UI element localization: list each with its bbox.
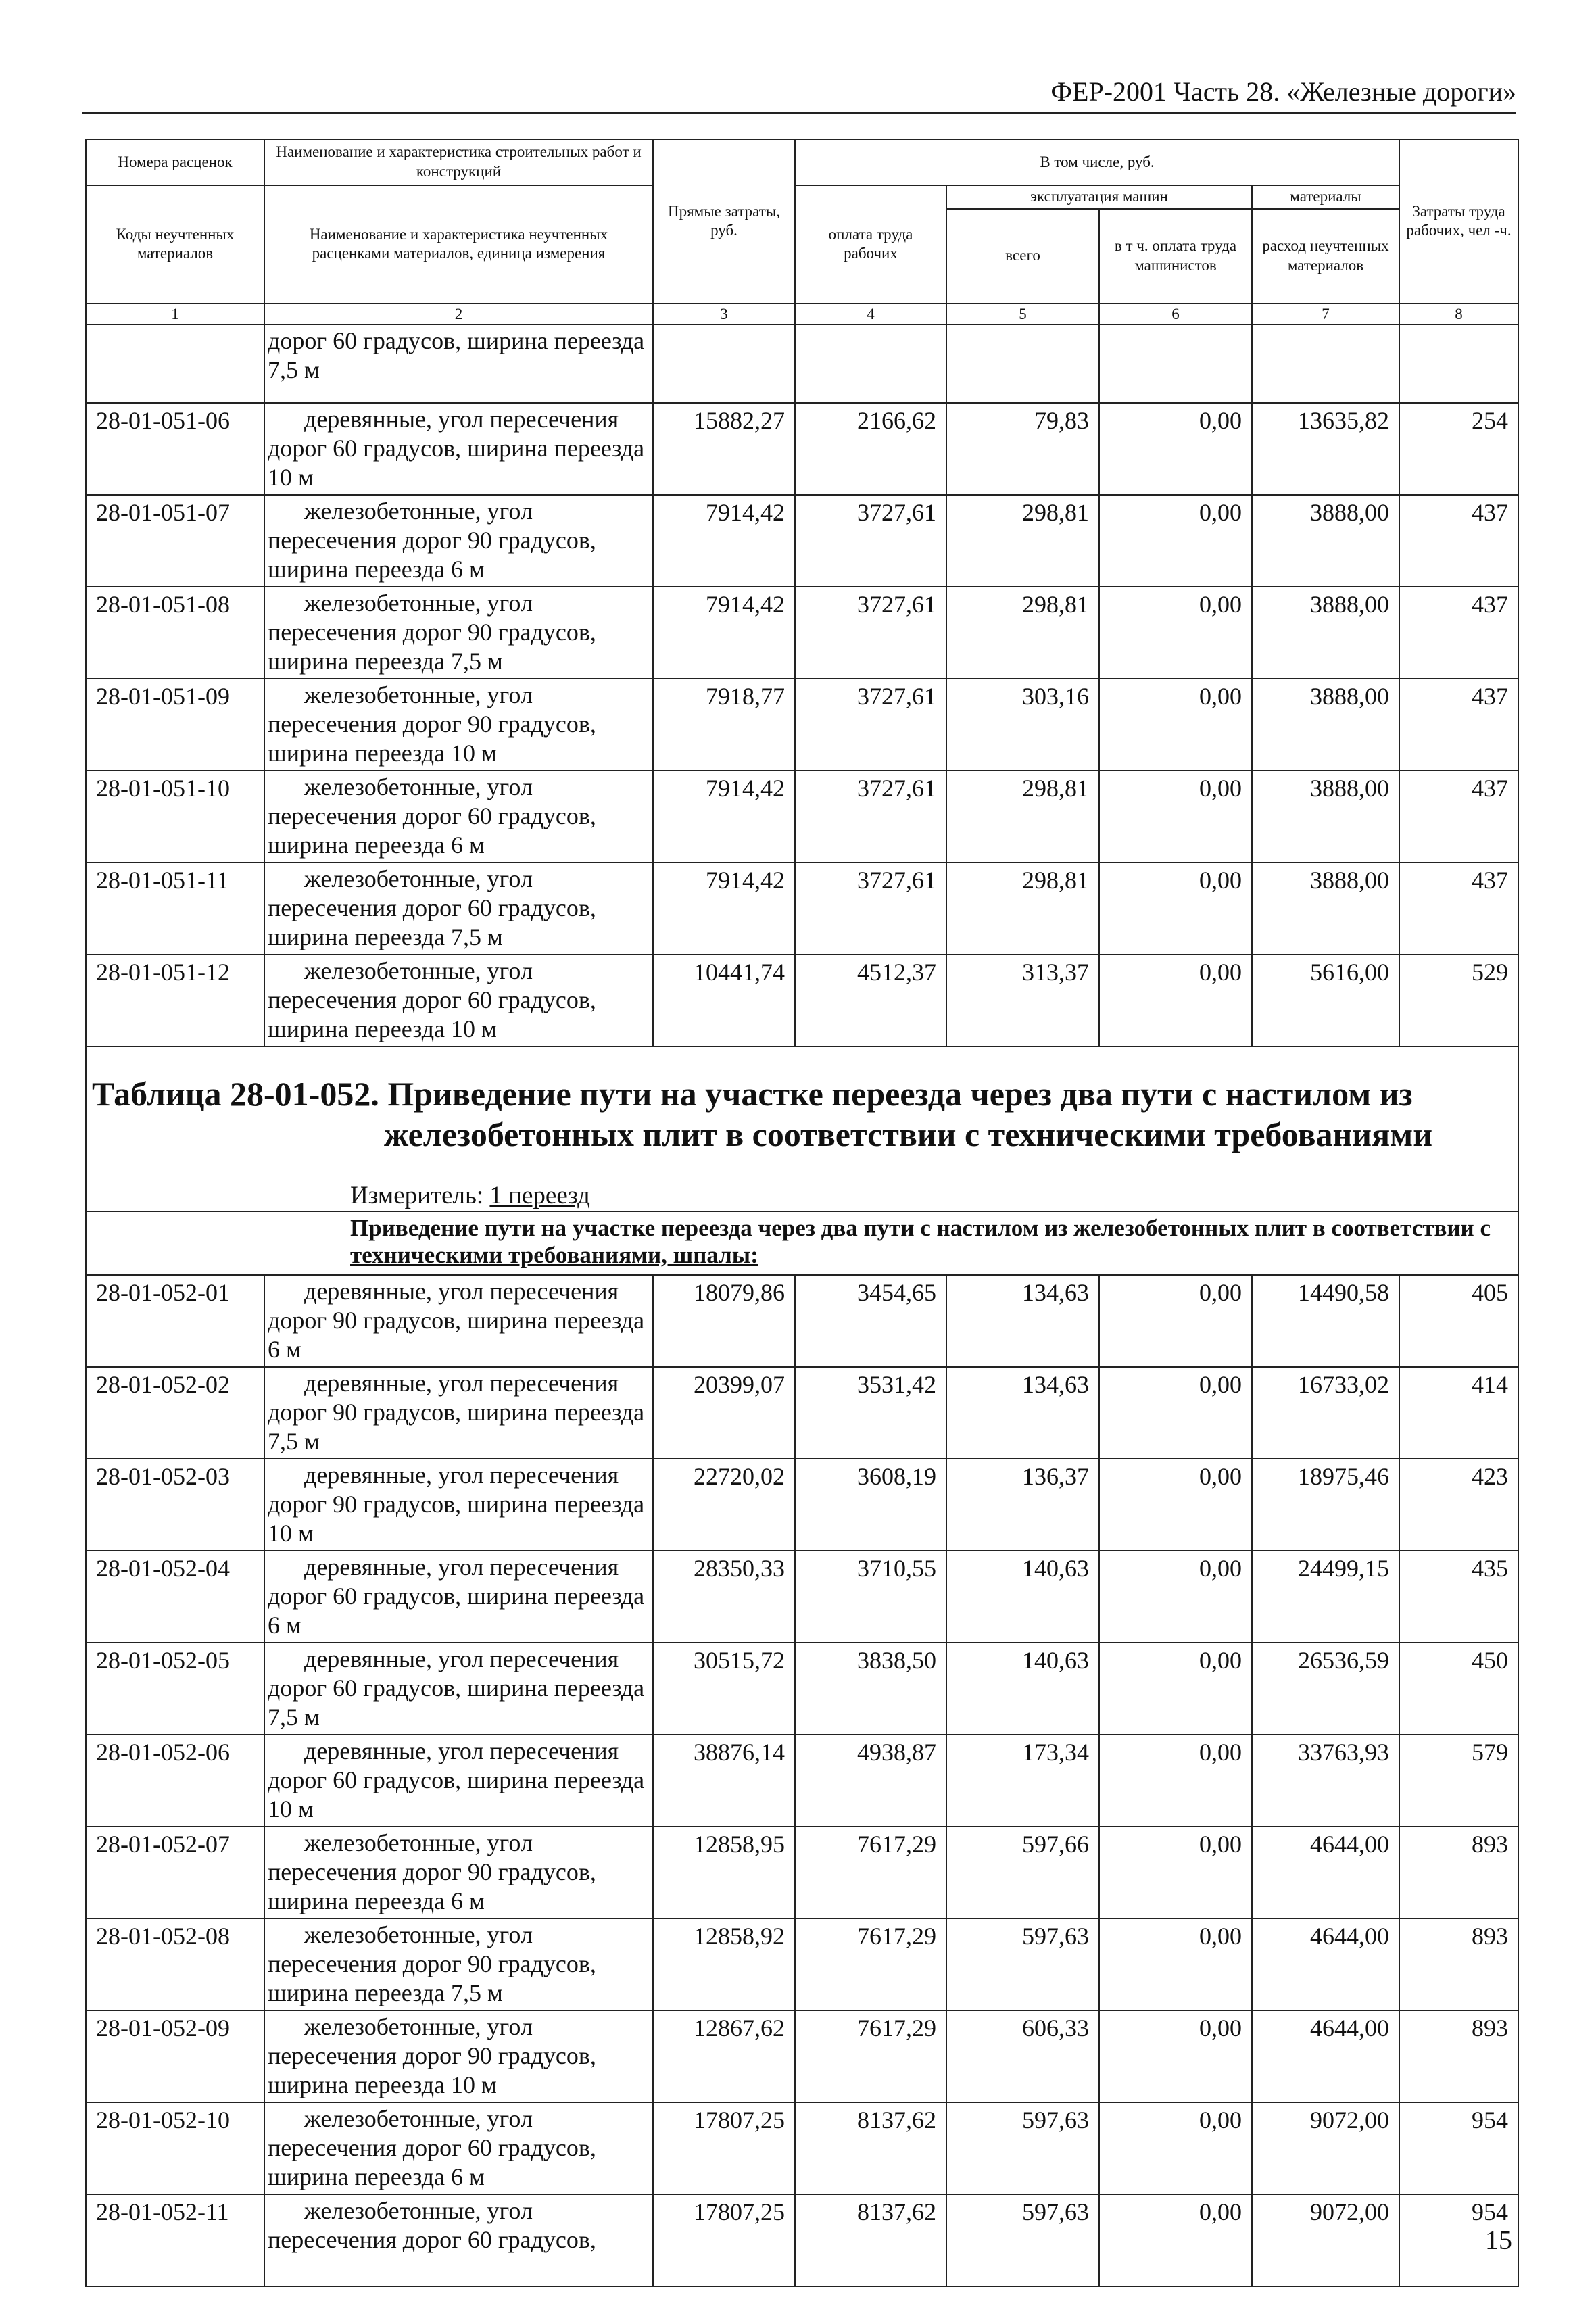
machinists-pay: 0,00	[1099, 1643, 1252, 1735]
work-description-detail: пересечения дорог 90 градусов, ширина переезда 7,5 м	[268, 619, 596, 675]
labor-hours: 435	[1399, 1551, 1518, 1643]
rate-code: 28-01-052-02	[86, 1367, 264, 1459]
table-title-line2: железобетонных плит в соответствии с техническими требованиями	[384, 1115, 1433, 1154]
labor-hours: 437	[1399, 587, 1518, 679]
direct-costs: 38876,14	[653, 1735, 795, 1827]
labor-pay: 3838,50	[795, 1643, 946, 1735]
materials-cost: 9072,00	[1252, 2194, 1399, 2286]
table-row	[86, 1367, 1518, 1459]
rate-code: 28-01-051-08	[86, 587, 264, 679]
work-description-lead: деревянные, угол пересечения	[304, 406, 619, 433]
materials-cost: 9072,00	[1252, 2102, 1399, 2194]
measure-row	[86, 1181, 1518, 1211]
machinists-pay: 0,00	[1099, 1551, 1252, 1643]
work-description-lead: железобетонные, угол	[304, 865, 533, 893]
work-description-detail: пересечения дорог 90 градусов, ширина переезда 10 м	[268, 710, 596, 767]
machinists-pay: 0,00	[1099, 1367, 1252, 1459]
work-description-lead: деревянные, угол пересечения	[304, 1462, 619, 1489]
header-direct-costs: Прямые затраты, руб.	[653, 139, 795, 304]
machines-total: 298,81	[946, 587, 1099, 679]
work-description	[264, 587, 653, 679]
materials-cost: 33763,93	[1252, 1735, 1399, 1827]
direct-costs: 10441,74	[653, 955, 795, 1046]
header-material-name: Наименование и характеристика неучтенных расценками материалов, единица измерения	[264, 185, 653, 304]
rate-code: 28-01-052-03	[86, 1459, 264, 1551]
work-description	[264, 1275, 653, 1367]
direct-costs: 7914,42	[653, 771, 795, 863]
work-description-detail: пересечения дорог 60 градусов, ширина переезда 6 м	[268, 2134, 596, 2191]
machinists-pay: 0,00	[1099, 2102, 1252, 2194]
machinists-pay: 0,00	[1099, 1827, 1252, 1919]
machines-total: 303,16	[946, 679, 1099, 771]
labor-hours: 450	[1399, 1643, 1518, 1735]
work-description-lead: железобетонные, угол	[304, 681, 533, 709]
machines-total: 134,63	[946, 1367, 1099, 1459]
work-description	[264, 495, 653, 587]
machines-total: 298,81	[946, 771, 1099, 863]
machines-total: 140,63	[946, 1551, 1099, 1643]
labor-pay: 7617,29	[795, 1827, 946, 1919]
labor-hours: 405	[1399, 1275, 1518, 1367]
rate-code: 28-01-052-06	[86, 1735, 264, 1827]
rate-code: 28-01-051-12	[86, 955, 264, 1046]
work-description	[264, 2010, 653, 2102]
header-work-name: Наименование и характеристика строительных работ и конструкций	[264, 139, 653, 185]
labor-hours: 529	[1399, 955, 1518, 1046]
labor-pay: 3727,61	[795, 863, 946, 955]
direct-costs: 12858,92	[653, 1919, 795, 2010]
direct-costs: 12867,62	[653, 2010, 795, 2102]
materials-cost: 3888,00	[1252, 587, 1399, 679]
work-description-detail: дорог 90 градусов, ширина переезда 10 м	[268, 1491, 645, 1547]
direct-costs: 17807,25	[653, 2102, 795, 2194]
machinists-pay: 0,00	[1099, 1919, 1252, 2010]
materials-cost: 4644,00	[1252, 1827, 1399, 1919]
machinists-pay: 0,00	[1099, 403, 1252, 495]
work-description-detail: дорог 60 градусов, ширина переезда 10 м	[268, 1766, 645, 1823]
table-title-row	[86, 1046, 1518, 1181]
materials-cost: 18975,46	[1252, 1459, 1399, 1551]
machines-total: 136,37	[946, 1459, 1099, 1551]
header-machines-total: всего	[946, 209, 1099, 304]
machinists-pay: 0,00	[1099, 495, 1252, 587]
table-row	[86, 863, 1518, 955]
machinists-pay: 0,00	[1099, 1275, 1252, 1367]
column-number: 5	[946, 304, 1099, 324]
work-description-detail: пересечения дорог 90 градусов, ширина переезда 7,5 м	[268, 1950, 596, 2007]
machines-total: 79,83	[946, 403, 1099, 495]
work-description-detail: дорог 60 градусов, ширина переезда 6 м	[268, 1583, 645, 1639]
column-number: 6	[1099, 304, 1252, 324]
table-row	[86, 955, 1518, 1046]
work-description-lead: железобетонные, угол	[304, 2197, 533, 2225]
table-row	[86, 1275, 1518, 1367]
labor-hours: 437	[1399, 771, 1518, 863]
materials-cost: 4644,00	[1252, 1919, 1399, 2010]
work-description	[264, 1827, 653, 1919]
machines-total: 606,33	[946, 2010, 1099, 2102]
materials-cost: 26536,59	[1252, 1643, 1399, 1735]
materials-cost: 4644,00	[1252, 2010, 1399, 2102]
header-labor-cost: Затраты труда рабочих, чел -ч.	[1399, 139, 1518, 304]
machines-total: 597,63	[946, 2102, 1099, 2194]
work-description	[264, 2102, 653, 2194]
work-description-detail: пересечения дорог 90 градусов, ширина переезда 6 м	[268, 527, 596, 583]
direct-costs: 17807,25	[653, 2194, 795, 2286]
table-title-line1: Таблица 28-01-052. Приведение пути на участке переезда через два пути с настилом из	[92, 1075, 1413, 1113]
labor-pay: 3727,61	[795, 771, 946, 863]
table-row	[86, 403, 1518, 495]
direct-costs: 22720,02	[653, 1459, 795, 1551]
machinists-pay: 0,00	[1099, 2194, 1252, 2286]
page-header-title: ФЕР-2001 Часть 28. «Железные дороги»	[1050, 76, 1516, 107]
machines-total: 173,34	[946, 1735, 1099, 1827]
work-description-lead: железобетонные, угол	[304, 589, 533, 617]
section-heading-row	[86, 1211, 1518, 1275]
labor-pay: 3727,61	[795, 679, 946, 771]
machinists-pay: 0,00	[1099, 679, 1252, 771]
labor-hours: 893	[1399, 2010, 1518, 2102]
rate-code: 28-01-052-10	[86, 2102, 264, 2194]
work-description	[264, 863, 653, 955]
work-description-lead: железобетонные, угол	[304, 2013, 533, 2041]
work-description-lead: железобетонные, угол	[304, 2105, 533, 2133]
work-description-lead: деревянные, угол пересечения	[304, 1737, 619, 1765]
work-description	[264, 771, 653, 863]
column-number-row	[86, 304, 1518, 324]
labor-pay: 3454,65	[795, 1275, 946, 1367]
work-description	[264, 955, 653, 1046]
header-row-2	[86, 185, 1518, 209]
materials-cost: 16733,02	[1252, 1367, 1399, 1459]
header-machines: эксплуатация машин	[946, 185, 1252, 209]
direct-costs: 15882,27	[653, 403, 795, 495]
rate-code: 28-01-051-06	[86, 403, 264, 495]
labor-pay: 7617,29	[795, 1919, 946, 2010]
direct-costs: 12858,95	[653, 1827, 795, 1919]
table-row	[86, 587, 1518, 679]
work-description-lead: деревянные, угол пересечения	[304, 1553, 619, 1581]
machinists-pay: 0,00	[1099, 1459, 1252, 1551]
table-row	[86, 1735, 1518, 1827]
table-row	[86, 2194, 1518, 2286]
header-rate-numbers: Номера расценок	[86, 139, 264, 185]
machinists-pay: 0,00	[1099, 587, 1252, 679]
direct-costs: 7914,42	[653, 587, 795, 679]
materials-cost: 3888,00	[1252, 679, 1399, 771]
column-number: 7	[1252, 304, 1399, 324]
labor-pay: 8137,62	[795, 2194, 946, 2286]
work-description-detail: дорог 60 градусов, ширина переезда 7,5 м	[268, 1674, 645, 1731]
direct-costs: 18079,86	[653, 1275, 795, 1367]
rate-code: 28-01-052-07	[86, 1827, 264, 1919]
direct-costs: 7914,42	[653, 495, 795, 587]
table-row	[86, 1827, 1518, 1919]
rates-table	[85, 139, 1519, 2287]
section-heading-line1: Приведение пути на участке переезда через два пути с настилом из железобетонных плит в соответствии с	[350, 1215, 1491, 1242]
work-description	[264, 679, 653, 771]
machinists-pay: 0,00	[1099, 863, 1252, 955]
work-description	[264, 403, 653, 495]
materials-cost: 3888,00	[1252, 863, 1399, 955]
measure-value: 1 переезд	[489, 1182, 590, 1210]
labor-pay: 3608,19	[795, 1459, 946, 1551]
work-description-detail: дорог 90 градусов, ширина переезда 7,5 м	[268, 1399, 645, 1455]
work-description	[264, 1735, 653, 1827]
labor-hours: 437	[1399, 863, 1518, 955]
work-description-lead: железобетонные, угол	[304, 957, 533, 985]
work-description-lead: железобетонные, угол	[304, 1829, 533, 1857]
page-number: 15	[1485, 2225, 1512, 2255]
labor-pay: 7617,29	[795, 2010, 946, 2102]
table-row	[86, 1459, 1518, 1551]
table-row	[86, 2010, 1518, 2102]
column-number: 3	[653, 304, 795, 324]
labor-hours: 893	[1399, 1827, 1518, 1919]
labor-pay: 4938,87	[795, 1735, 946, 1827]
work-description-lead: деревянные, угол пересечения	[304, 1278, 619, 1305]
header-materials-unaccounted: расход неучтенных материалов	[1252, 209, 1399, 304]
machines-total: 134,63	[946, 1275, 1099, 1367]
labor-hours: 437	[1399, 679, 1518, 771]
rate-code: 28-01-052-04	[86, 1551, 264, 1643]
section-heading-line2: техническими требованиями, шпалы:	[350, 1242, 758, 1269]
work-description-lead: железобетонные, угол	[304, 773, 533, 801]
table-row	[86, 679, 1518, 771]
table-row	[86, 495, 1518, 587]
machines-total: 313,37	[946, 955, 1099, 1046]
direct-costs: 28350,33	[653, 1551, 795, 1643]
measure-label: Измеритель:	[350, 1182, 484, 1210]
labor-hours: 954	[1399, 2194, 1518, 2286]
header-labor-pay: оплата труда рабочих	[795, 185, 946, 304]
header-machinists-pay: в т ч. оплата труда машинистов	[1099, 209, 1252, 304]
labor-pay: 8137,62	[795, 2102, 946, 2194]
rate-code: 28-01-052-05	[86, 1643, 264, 1735]
labor-pay: 3727,61	[795, 587, 946, 679]
machines-total: 597,63	[946, 2194, 1099, 2286]
labor-hours: 254	[1399, 403, 1518, 495]
column-number: 4	[795, 304, 946, 324]
table-row	[86, 1919, 1518, 2010]
labor-pay: 4512,37	[795, 955, 946, 1046]
direct-costs: 20399,07	[653, 1367, 795, 1459]
rate-code: 28-01-052-11	[86, 2194, 264, 2286]
labor-pay: 3531,42	[795, 1367, 946, 1459]
labor-hours: 423	[1399, 1459, 1518, 1551]
machines-total: 597,63	[946, 1919, 1099, 2010]
machines-total: 597,66	[946, 1827, 1099, 1919]
header-row-1	[86, 139, 1518, 185]
work-description-detail: пересечения дорог 60 градусов, ширина переезда 10 м	[268, 986, 596, 1043]
direct-costs: 7918,77	[653, 679, 795, 771]
materials-cost: 3888,00	[1252, 771, 1399, 863]
materials-cost: 13635,82	[1252, 403, 1399, 495]
work-description-detail: пересечения дорог 60 градусов, ширина переезда 6 м	[268, 802, 596, 859]
machinists-pay: 0,00	[1099, 2010, 1252, 2102]
materials-cost: 24499,15	[1252, 1551, 1399, 1643]
labor-hours: 414	[1399, 1367, 1518, 1459]
work-description-detail: пересечения дорог 90 градусов, ширина переезда 6 м	[268, 1858, 596, 1915]
header-divider	[82, 112, 1516, 114]
labor-hours: 437	[1399, 495, 1518, 587]
machinists-pay: 0,00	[1099, 1735, 1252, 1827]
materials-cost: 3888,00	[1252, 495, 1399, 587]
work-description	[264, 1459, 653, 1551]
work-description-detail: пересечения дорог 90 градусов, ширина переезда 10 м	[268, 2042, 596, 2099]
direct-costs: 30515,72	[653, 1643, 795, 1735]
materials-cost: 5616,00	[1252, 955, 1399, 1046]
labor-hours: 893	[1399, 1919, 1518, 2010]
work-description-lead: деревянные, угол пересечения	[304, 1370, 619, 1397]
machines-total: 298,81	[946, 495, 1099, 587]
table-row	[86, 2102, 1518, 2194]
work-description-detail: дорог 60 градусов, ширина переезда 10 м	[268, 435, 645, 491]
work-description	[264, 1367, 653, 1459]
column-number: 2	[264, 304, 653, 324]
machinists-pay: 0,00	[1099, 771, 1252, 863]
work-description	[264, 1919, 653, 2010]
rate-code: 28-01-051-11	[86, 863, 264, 955]
rate-code: 28-01-051-10	[86, 771, 264, 863]
work-description-lead: железобетонные, угол	[304, 498, 533, 525]
work-description	[264, 2194, 653, 2286]
header-including: В том числе, руб.	[795, 139, 1399, 185]
column-number: 8	[1399, 304, 1518, 324]
continuation-row	[86, 324, 1518, 403]
machinists-pay: 0,00	[1099, 955, 1252, 1046]
table-row	[86, 1643, 1518, 1735]
rate-code: 28-01-051-07	[86, 495, 264, 587]
table-row	[86, 771, 1518, 863]
rate-code: 28-01-052-08	[86, 1919, 264, 2010]
work-description-lead: деревянные, угол пересечения	[304, 1645, 619, 1673]
direct-costs: 7914,42	[653, 863, 795, 955]
work-description-detail: дорог 90 градусов, ширина переезда 6 м	[268, 1307, 645, 1364]
machines-total: 298,81	[946, 863, 1099, 955]
labor-pay: 3727,61	[795, 495, 946, 587]
machines-total: 140,63	[946, 1643, 1099, 1735]
rate-code: 28-01-051-09	[86, 679, 264, 771]
work-description-detail: пересечения дорог 60 градусов,	[268, 2226, 596, 2254]
header-materials: материалы	[1252, 185, 1399, 209]
rate-code: 28-01-052-09	[86, 2010, 264, 2102]
table-row	[86, 1551, 1518, 1643]
labor-hours: 579	[1399, 1735, 1518, 1827]
continuation-text: дорог 60 градусов, ширина переезда 7,5 м	[264, 324, 653, 403]
labor-pay: 3710,55	[795, 1551, 946, 1643]
labor-hours: 954	[1399, 2102, 1518, 2194]
column-number: 1	[86, 304, 264, 324]
header-material-codes: Коды неучтенных материалов	[86, 185, 264, 304]
work-description	[264, 1551, 653, 1643]
work-description	[264, 1643, 653, 1735]
work-description-lead: железобетонные, угол	[304, 1921, 533, 1949]
materials-cost: 14490,58	[1252, 1275, 1399, 1367]
rate-code: 28-01-052-01	[86, 1275, 264, 1367]
work-description-detail: пересечения дорог 60 градусов, ширина переезда 7,5 м	[268, 894, 596, 951]
labor-pay: 2166,62	[795, 403, 946, 495]
